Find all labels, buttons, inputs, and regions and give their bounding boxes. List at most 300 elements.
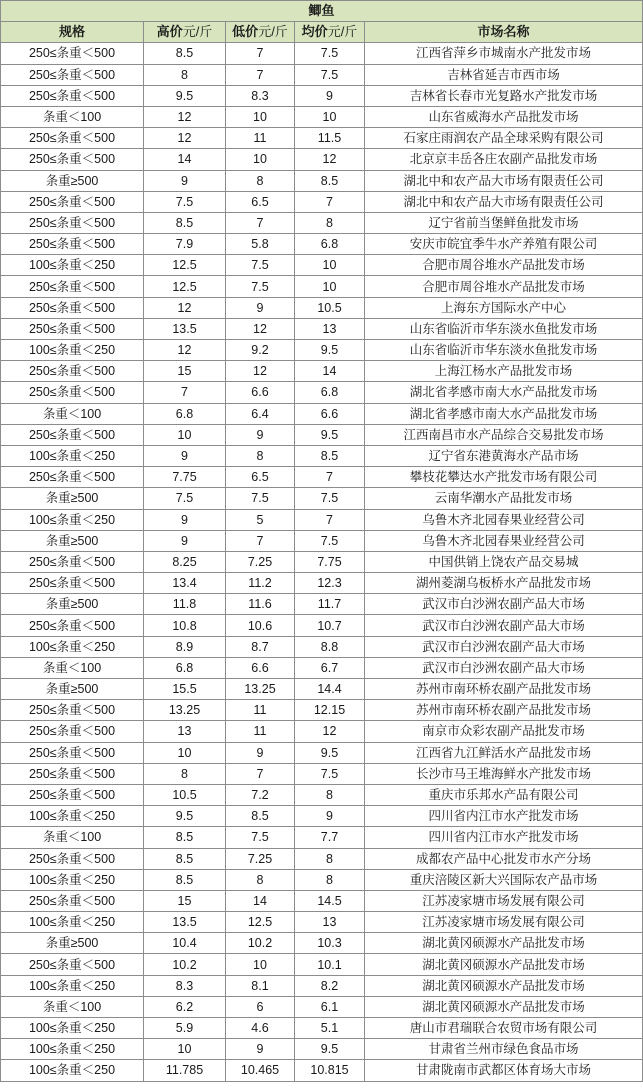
cell-low-price: 11 [226,128,295,149]
cell-low-price: 13.25 [226,679,295,700]
cell-market: 苏州市南环桥农副产品批发市场 [365,679,643,700]
cell-high-price: 8.5 [144,827,226,848]
cell-high-price: 10 [144,1039,226,1060]
cell-high-price: 8.5 [144,869,226,890]
cell-avg-price: 9 [295,806,365,827]
cell-market: 江苏凌家塘市场发展有限公司 [365,890,643,911]
table-row [1,869,643,890]
table-row [1,721,643,742]
cell-low-price: 9 [226,297,295,318]
table-row [1,827,643,848]
cell-avg-price: 13 [295,912,365,933]
cell-market: 合肥市周谷堆水产品批发市场 [365,255,643,276]
cell-market: 南京市众彩农副产品批发市场 [365,721,643,742]
cell-high-price: 12.5 [144,255,226,276]
cell-avg-price: 7.5 [295,43,365,64]
cell-high-price: 13 [144,721,226,742]
cell-high-price: 7.5 [144,488,226,509]
cell-spec: 100≤条重＜250 [1,255,144,276]
table-row [1,191,643,212]
cell-market: 成都农产品中心批发市水产分场 [365,848,643,869]
cell-market: 重庆市乐邦水产品有限公司 [365,784,643,805]
cell-avg-price: 14 [295,361,365,382]
cell-high-price: 10.8 [144,615,226,636]
table-row [1,954,643,975]
cell-spec: 250≤条重＜500 [1,212,144,233]
cell-avg-price: 8.8 [295,636,365,657]
table-row [1,424,643,445]
header-low-price [226,22,295,43]
cell-market: 湖北省孝感市南大水产品批发市场 [365,382,643,403]
cell-avg-price: 7.5 [295,763,365,784]
cell-spec: 250≤条重＜500 [1,721,144,742]
cell-low-price: 8.5 [226,806,295,827]
cell-low-price: 11.2 [226,573,295,594]
table-row [1,64,643,85]
cell-spec: 100≤条重＜250 [1,445,144,466]
cell-avg-price: 12.3 [295,573,365,594]
cell-high-price: 9.5 [144,806,226,827]
cell-spec: 250≤条重＜500 [1,954,144,975]
cell-avg-price: 11.5 [295,128,365,149]
cell-low-price: 10 [226,149,295,170]
cell-high-price: 13.25 [144,700,226,721]
cell-spec: 条重＜100 [1,106,144,127]
cell-market: 甘肃陇南市武都区体育场大市场 [365,1060,643,1081]
cell-market: 安庆市皖宜季牛水产养殖有限公司 [365,234,643,255]
table-row [1,1060,643,1081]
cell-market: 湖北黄冈硕源水产品批发市场 [365,954,643,975]
cell-avg-price: 13 [295,318,365,339]
cell-high-price: 8 [144,64,226,85]
cell-market: 合肥市周谷堆水产品批发市场 [365,276,643,297]
table-row [1,212,643,233]
header-high-unit: 元/斤 [182,24,213,40]
table-row [1,128,643,149]
cell-market: 江苏凌家塘市场发展有限公司 [365,912,643,933]
cell-avg-price: 10.5 [295,297,365,318]
cell-spec: 100≤条重＜250 [1,1060,144,1081]
cell-low-price: 10.2 [226,933,295,954]
cell-high-price: 10.4 [144,933,226,954]
table-row [1,636,643,657]
cell-low-price: 12.5 [226,912,295,933]
table-row [1,43,643,64]
cell-market: 云南华潮水产品批发市场 [365,488,643,509]
cell-spec: 条重≥500 [1,933,144,954]
cell-market: 湖北省孝感市南大水产品批发市场 [365,403,643,424]
table-title-row [1,1,643,22]
cell-low-price: 7 [226,64,295,85]
cell-high-price: 15.5 [144,679,226,700]
cell-market: 江西省九江鲜活水产品批发市场 [365,742,643,763]
cell-high-price: 15 [144,890,226,911]
cell-high-price: 12 [144,106,226,127]
table-title: 鲫鱼 [1,1,643,22]
cell-avg-price: 8 [295,784,365,805]
table-row [1,806,643,827]
cell-low-price: 7 [226,212,295,233]
cell-spec: 250≤条重＜500 [1,551,144,572]
cell-spec: 100≤条重＜250 [1,869,144,890]
cell-spec: 250≤条重＜500 [1,382,144,403]
table-row [1,975,643,996]
cell-high-price: 6.8 [144,657,226,678]
cell-high-price: 13.4 [144,573,226,594]
cell-spec: 250≤条重＜500 [1,85,144,106]
cell-avg-price: 12.15 [295,700,365,721]
cell-spec: 条重≥500 [1,679,144,700]
cell-avg-price: 9.5 [295,340,365,361]
table-row [1,763,643,784]
cell-spec: 250≤条重＜500 [1,742,144,763]
header-spec: 规格 [1,22,144,43]
cell-spec: 250≤条重＜500 [1,424,144,445]
cell-market: 吉林省延吉市西市场 [365,64,643,85]
cell-avg-price: 6.6 [295,403,365,424]
cell-low-price: 6 [226,996,295,1017]
cell-spec: 条重≥500 [1,488,144,509]
table-row [1,573,643,594]
cell-high-price: 13.5 [144,912,226,933]
table-row [1,318,643,339]
table-row [1,340,643,361]
cell-market: 甘肃省兰州市绿色食品市场 [365,1039,643,1060]
cell-avg-price: 7 [295,467,365,488]
table-row [1,1018,643,1039]
cell-market: 武汉市白沙洲农副产品大市场 [365,615,643,636]
table-row [1,784,643,805]
cell-market: 武汉市白沙洲农副产品大市场 [365,657,643,678]
cell-spec: 条重＜100 [1,996,144,1017]
table-body [1,43,643,1081]
cell-high-price: 10 [144,424,226,445]
table-row [1,530,643,551]
table-row [1,106,643,127]
cell-high-price: 9 [144,445,226,466]
cell-market: 湖州菱湖乌板桥水产品批发市场 [365,573,643,594]
cell-market: 唐山市君瑞联合农贸市场有限公司 [365,1018,643,1039]
table-row [1,149,643,170]
cell-avg-price: 14.5 [295,890,365,911]
cell-avg-price: 8 [295,212,365,233]
cell-high-price: 7 [144,382,226,403]
cell-market: 江西省萍乡市城南水产批发市场 [365,43,643,64]
cell-low-price: 14 [226,890,295,911]
cell-market: 武汉市白沙洲农副产品大市场 [365,636,643,657]
table-row [1,297,643,318]
cell-spec: 条重≥500 [1,530,144,551]
table-row [1,276,643,297]
cell-market: 湖北黄冈硕源水产品批发市场 [365,996,643,1017]
cell-avg-price: 8.2 [295,975,365,996]
cell-low-price: 11 [226,700,295,721]
cell-low-price: 7.5 [226,255,295,276]
cell-market: 四川省内江市水产批发市场 [365,827,643,848]
cell-low-price: 9 [226,1039,295,1060]
cell-spec: 250≤条重＜500 [1,784,144,805]
cell-avg-price: 9 [295,85,365,106]
cell-spec: 250≤条重＜500 [1,467,144,488]
cell-market: 乌鲁木齐北园春果业经营公司 [365,509,643,530]
cell-low-price: 6.6 [226,382,295,403]
cell-high-price: 12 [144,297,226,318]
table-row [1,361,643,382]
table-row [1,382,643,403]
table-row [1,234,643,255]
header-low-label: 低价 [232,24,259,40]
cell-low-price: 11.6 [226,594,295,615]
cell-market: 湖北中和农产品大市场有限责任公司 [365,191,643,212]
cell-market: 重庆涪陵区新大兴国际农产品市场 [365,869,643,890]
table-row [1,1039,643,1060]
cell-low-price: 9 [226,424,295,445]
table-row [1,255,643,276]
cell-spec: 100≤条重＜250 [1,975,144,996]
table-row [1,742,643,763]
header-avg-label: 均价 [301,24,328,40]
cell-high-price: 9 [144,530,226,551]
cell-spec: 100≤条重＜250 [1,636,144,657]
cell-spec: 250≤条重＜500 [1,276,144,297]
table-row [1,615,643,636]
table-row [1,848,643,869]
cell-spec: 条重≥500 [1,594,144,615]
table-row [1,996,643,1017]
cell-spec: 条重＜100 [1,827,144,848]
cell-market: 吉林省长春市光复路水产批发市场 [365,85,643,106]
cell-spec: 100≤条重＜250 [1,1018,144,1039]
cell-low-price: 9 [226,742,295,763]
cell-low-price: 8.7 [226,636,295,657]
cell-high-price: 8.5 [144,43,226,64]
table-row [1,488,643,509]
cell-market: 武汉市白沙洲农副产品大市场 [365,594,643,615]
cell-spec: 100≤条重＜250 [1,1039,144,1060]
cell-spec: 250≤条重＜500 [1,890,144,911]
cell-low-price: 12 [226,318,295,339]
cell-high-price: 8.3 [144,975,226,996]
cell-low-price: 4.6 [226,1018,295,1039]
header-high-price [144,22,226,43]
cell-high-price: 9 [144,509,226,530]
cell-low-price: 7 [226,530,295,551]
cell-low-price: 8 [226,445,295,466]
cell-market: 江西南昌市水产品综合交易批发市场 [365,424,643,445]
cell-low-price: 7.25 [226,848,295,869]
cell-avg-price: 6.7 [295,657,365,678]
table-row [1,890,643,911]
cell-market: 中国供销上饶农产品交易城 [365,551,643,572]
cell-spec: 250≤条重＜500 [1,615,144,636]
cell-low-price: 6.5 [226,191,295,212]
cell-market: 乌鲁木齐北园春果业经营公司 [365,530,643,551]
cell-high-price: 8.25 [144,551,226,572]
cell-avg-price: 14.4 [295,679,365,700]
cell-avg-price: 10 [295,276,365,297]
cell-avg-price: 10 [295,106,365,127]
cell-spec: 250≤条重＜500 [1,573,144,594]
table-row [1,657,643,678]
cell-market: 石家庄雨润农产品全球采购有限公司 [365,128,643,149]
cell-market: 苏州市南环桥农副产品批发市场 [365,700,643,721]
cell-low-price: 6.5 [226,467,295,488]
header-low-unit: 元/斤 [258,24,288,40]
cell-low-price: 5 [226,509,295,530]
header-avg-price [295,22,365,43]
cell-market: 上海东方国际水产中心 [365,297,643,318]
cell-high-price: 12.5 [144,276,226,297]
cell-high-price: 11.785 [144,1060,226,1081]
cell-high-price: 6.8 [144,403,226,424]
cell-spec: 条重＜100 [1,403,144,424]
cell-high-price: 10.5 [144,784,226,805]
cell-spec: 250≤条重＜500 [1,297,144,318]
cell-avg-price: 10.815 [295,1060,365,1081]
cell-avg-price: 7.7 [295,827,365,848]
cell-high-price: 6.2 [144,996,226,1017]
cell-spec: 250≤条重＜500 [1,318,144,339]
cell-avg-price: 10.1 [295,954,365,975]
cell-avg-price: 12 [295,721,365,742]
cell-high-price: 5.9 [144,1018,226,1039]
cell-spec: 250≤条重＜500 [1,848,144,869]
cell-avg-price: 10.7 [295,615,365,636]
cell-high-price: 7.5 [144,191,226,212]
cell-avg-price: 9.5 [295,1039,365,1060]
cell-avg-price: 9.5 [295,742,365,763]
cell-market: 湖北黄冈硕源水产品批发市场 [365,975,643,996]
cell-low-price: 12 [226,361,295,382]
cell-high-price: 8.5 [144,212,226,233]
cell-spec: 100≤条重＜250 [1,340,144,361]
cell-low-price: 7.5 [226,827,295,848]
cell-spec: 250≤条重＜500 [1,43,144,64]
table-header-row [1,22,643,43]
cell-low-price: 8.1 [226,975,295,996]
table-row [1,85,643,106]
cell-high-price: 8.5 [144,848,226,869]
cell-market: 上海江杨水产品批发市场 [365,361,643,382]
cell-avg-price: 8 [295,848,365,869]
cell-spec: 250≤条重＜500 [1,700,144,721]
cell-market: 辽宁省东港黄海水产品市场 [365,445,643,466]
cell-high-price: 10 [144,742,226,763]
cell-high-price: 10.2 [144,954,226,975]
cell-spec: 250≤条重＜500 [1,361,144,382]
cell-low-price: 7 [226,763,295,784]
header-high-label: 高价 [156,24,183,40]
cell-spec: 100≤条重＜250 [1,806,144,827]
cell-avg-price: 6.1 [295,996,365,1017]
table-row [1,445,643,466]
cell-high-price: 8.9 [144,636,226,657]
table-row [1,170,643,191]
cell-high-price: 12 [144,128,226,149]
cell-spec: 100≤条重＜250 [1,509,144,530]
cell-low-price: 8.3 [226,85,295,106]
cell-low-price: 7 [226,43,295,64]
cell-low-price: 6.4 [226,403,295,424]
cell-high-price: 14 [144,149,226,170]
cell-avg-price: 8.5 [295,445,365,466]
cell-market: 湖北黄冈硕源水产品批发市场 [365,933,643,954]
cell-market: 辽宁省前当堡鲜鱼批发市场 [365,212,643,233]
cell-avg-price: 12 [295,149,365,170]
cell-market: 山东省临沂市华东淡水鱼批发市场 [365,318,643,339]
cell-high-price: 13.5 [144,318,226,339]
cell-high-price: 11.8 [144,594,226,615]
table-row [1,933,643,954]
cell-low-price: 11 [226,721,295,742]
header-market: 市场名称 [365,22,643,43]
cell-avg-price: 8 [295,869,365,890]
cell-avg-price: 10.3 [295,933,365,954]
cell-market: 攀枝花攀达水产批发市场有限公司 [365,467,643,488]
table-row [1,594,643,615]
cell-high-price: 12 [144,340,226,361]
cell-spec: 250≤条重＜500 [1,149,144,170]
table-row [1,509,643,530]
cell-market: 山东省威海水产品批发市场 [365,106,643,127]
cell-spec: 250≤条重＜500 [1,128,144,149]
cell-low-price: 5.8 [226,234,295,255]
cell-low-price: 10 [226,106,295,127]
cell-market: 湖北中和农产品大市场有限责任公司 [365,170,643,191]
table-row [1,912,643,933]
cell-avg-price: 5.1 [295,1018,365,1039]
cell-avg-price: 7.5 [295,488,365,509]
table-row [1,403,643,424]
cell-high-price: 8 [144,763,226,784]
cell-avg-price: 7 [295,191,365,212]
cell-avg-price: 7.75 [295,551,365,572]
cell-avg-price: 7.5 [295,64,365,85]
cell-low-price: 8 [226,170,295,191]
cell-spec: 250≤条重＜500 [1,64,144,85]
cell-avg-price: 6.8 [295,234,365,255]
cell-high-price: 9.5 [144,85,226,106]
cell-spec: 100≤条重＜250 [1,912,144,933]
cell-low-price: 6.6 [226,657,295,678]
cell-avg-price: 11.7 [295,594,365,615]
cell-high-price: 7.75 [144,467,226,488]
cell-market: 北京京丰岳各庄农副产品批发市场 [365,149,643,170]
cell-spec: 条重≥500 [1,170,144,191]
cell-avg-price: 7.5 [295,530,365,551]
cell-low-price: 9.2 [226,340,295,361]
table-row [1,679,643,700]
cell-spec: 250≤条重＜500 [1,763,144,784]
header-avg-unit: 元/斤 [327,24,358,40]
cell-low-price: 10.6 [226,615,295,636]
cell-market: 长沙市马王堆海鲜水产批发市场 [365,763,643,784]
table-row [1,700,643,721]
cell-avg-price: 7 [295,509,365,530]
cell-low-price: 7.25 [226,551,295,572]
cell-market: 山东省临沂市华东淡水鱼批发市场 [365,340,643,361]
table-row [1,551,643,572]
table-row [1,467,643,488]
cell-low-price: 7.5 [226,276,295,297]
cell-spec: 条重＜100 [1,657,144,678]
cell-avg-price: 9.5 [295,424,365,445]
cell-high-price: 9 [144,170,226,191]
cell-high-price: 15 [144,361,226,382]
cell-low-price: 7.2 [226,784,295,805]
cell-low-price: 10 [226,954,295,975]
cell-spec: 250≤条重＜500 [1,191,144,212]
